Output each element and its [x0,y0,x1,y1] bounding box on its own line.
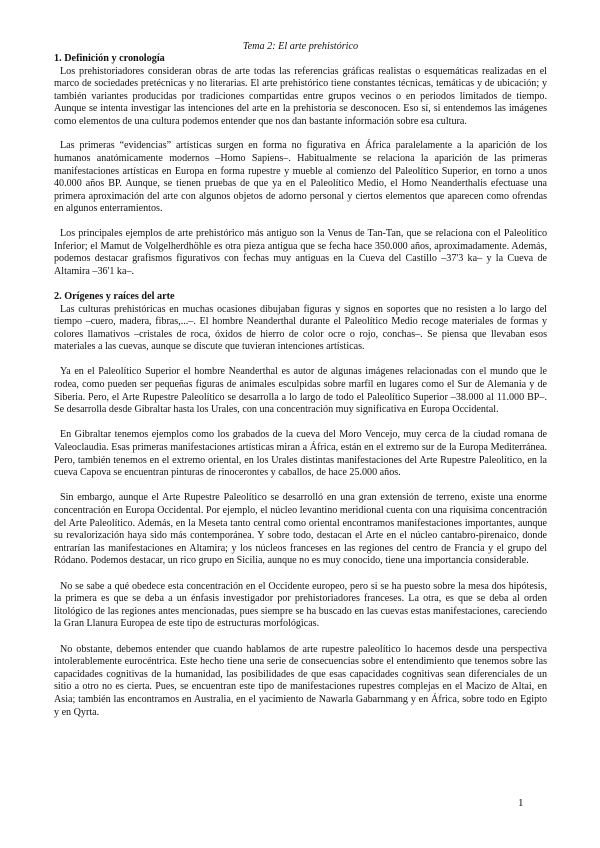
document-title: Tema 2: El arte prehistórico [242,41,359,52]
paragraph: Sin embargo, aunque el Arte Rupestre Paleolítico se desarrolló en una gran extensión de terreno, existe una enorme concentración en Europa Occidental. Por ejemplo, el núcleo levantino meridional cuenta con una riquísima concentración del Arte Paleolítico. Además, en la Meseta tanto central como oriental encontramos manifestaciones importantes, aunque su revalorización haya sido más contemporánea. Y sobre todo, destacan el Arte en el núcleo cantabro-pirenaico, donde entrarían las manifestaciones en Altamira; y los núcleos franceses en las regiones del centro de Francia y el grupo del Ródano. Podemos destacar, un rico grupo en Sicilia, aunque no es muy conocido, tiene una importancia considerable. [54,492,547,567]
paragraph: Ya en el Paleolítico Superior el hombre Neanderthal es autor de algunas imágenes relacionadas con el mundo que le rodea, como pueden ser pequeñas figuras de animales esculpidas sobre marfil en lugares como el Sur de Alemania y de Siberia. Pero, el Arte Rupestre Paleolítico se desarrolla a lo largo de todo el Paleolítico Superior –38.000 al 11.000 BP–. Se desarrolla desde Gibraltar hasta los Urales, con una concentración muy significativa en Europa Occidental. [54,366,547,416]
paragraph: Las primeras “evidencias” artísticas surgen en forma no figurativa en África paralelamente a la aparición de los humanos anatómicamente modernos –Homo Sapiens–. Habitualmente se relaciona la aparición de las primeras manifestaciones artísticas en Europa en forma rupestre y mueble al comienzo del Paleolítico Superior, en torno a unos 40.000 años BP. Aunque, se tienen pruebas de que ya en el Paleolítico Medio, el Homo Neanderthalis efectuase una primera aproximación del arte con algunos objetos de adorno personal y ciertos elementos que aparecen como ofrendas en algunos enterramientos. [54,140,547,215]
document-page [54,40,547,732]
section-heading-definicion: 1. Definición y cronología [54,53,165,64]
paragraph: No obstante, debemos entender que cuando hablamos de arte rupestre paleolítico lo hacemos desde una perspectiva intolerablemente eurocéntrica. Este hecho tiene una serie de consecuencias sobre el entendimiento que tenemos sobre las capacidades cognitivas de la humanidad, las posibilidades de que esas capacidades cognitivas sean diferenciales de un sitio a otro no es cierta. Pues, se encuentran este tipo de manifestaciones rupestres complejas en el Macizo de Altai, en Asia; también las encontramos en Australia, en el yacimiento de Nawarla Gabarnmang y en África, sobre todo en Egipto y en Qyrta. [54,643,547,718]
paragraph: Los principales ejemplos de arte prehistórico más antiguo son la Venus de Tan-Tan, que se relaciona con el Paleolítico Inferior; el Mamut de Volgelherdhöhle es otra pieza antigua que se fecha hace 350.000 años, aproximadamente. Además, podemos destacar grafismos figurativos con fechas muy antiguas en la Cueva del Castillo –37'3 ka– y la Cueva de Altamira –36'1 ka–. [54,228,547,277]
page-number: 1 [518,797,524,809]
paragraph: No se sabe a qué obedece esta concentración en el Occidente europeo, pero si se ha puesto sobre la mesa dos hipótesis, la primera es que se deba a un énfasis investigador por prehistoriadores franceses. La otra, es que se deba al orden litológico de las regiones antes mencionadas, pues siempre se ha buscado en las cuevas estas manifestaciones, careciendo la Gran Llanura Europea de este tipo de estructuras morfológicas. [54,580,547,630]
paragraph: En Gibraltar tenemos ejemplos como los grabados de la cueva del Moro Vencejo, muy cerca de la ciudad romana de Valeoclaudia. Esas primeras manifestaciones artísticas miran a África, están en el extremo sur de la Europa Mediterránea. Pero, también tenemos en el extremo oriental, en los Urales distintas manifestaciones del Arte Rupestre Paleolítico, en la cueva Capova se encuentran pinturas de rinocerontes y caballos, de hace 25.000 años. [54,429,547,479]
paragraph: Los prehistoriadores consideran obras de arte todas las referencias gráficas realistas o esquemáticas realizadas en el marco de sociedades pretécnicas y no literarias. El arte prehistórico tiene constantes técnicas, temáticas y de ubicación; y también variantes producidas por tradiciones compartidas entre grupos vecinos o en periodos limitados de tiempo. Aunque se intenta investigar las intenciones del arte en la prehistoria se desconocen. Eso sí, si entendemos las imágenes como elementos de una cultura podemos entender que nos dan bastante información sobre esa cultura. [54,65,547,127]
section-heading-origenes: 2. Orígenes y raíces del arte [54,291,175,302]
paragraph: Las culturas prehistóricas en muchas ocasiones dibujaban figuras y signos en soportes que no resisten a lo largo del tiempo –cuero, madera, fibras,...–. El hombre Neanderthal durante el Paleolítico Medio recoge materiales de formas y colores llamativos –cristales de roca, óxidos de hierro de color ocre o rojo, conchas–. Se piensa que llevaban esos materiales a las cuevas, aunque se discute que tuvieran intenciones artísticas. [54,303,547,353]
